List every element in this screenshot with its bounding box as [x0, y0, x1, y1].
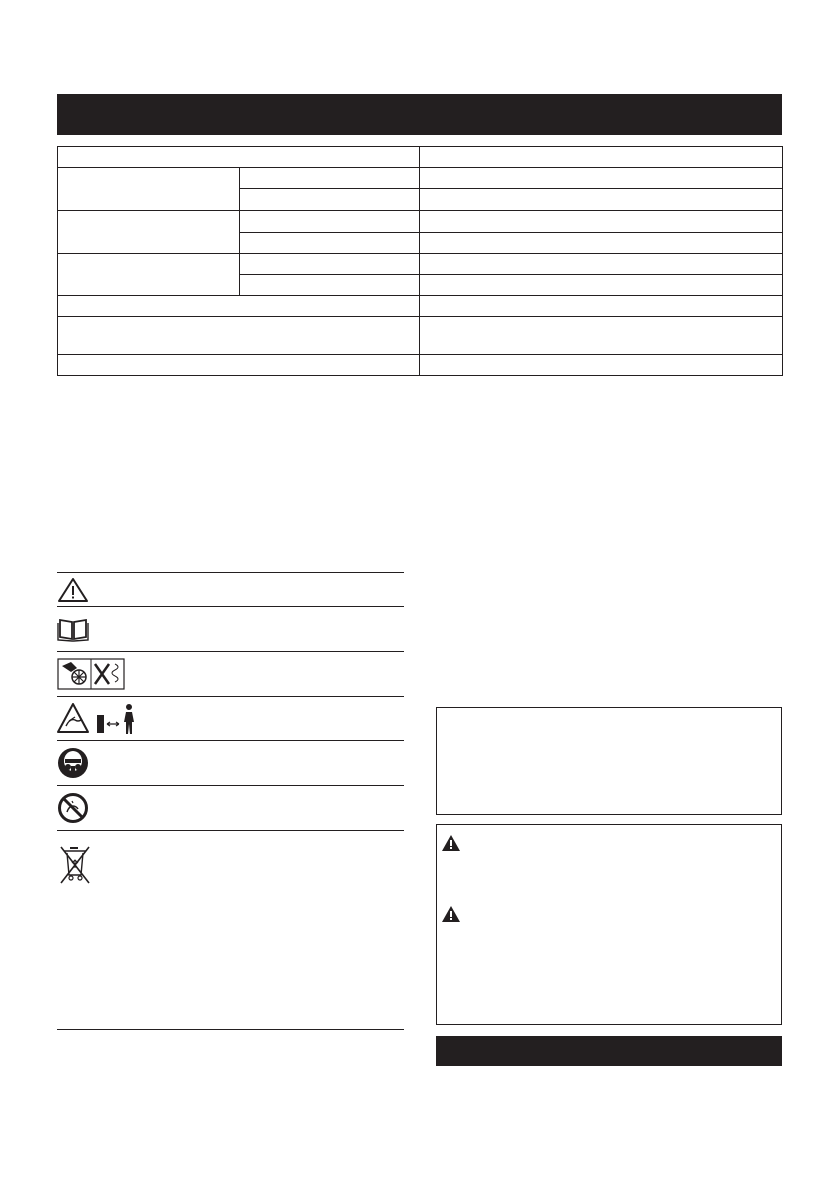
- symbol-row: [57, 740, 404, 785]
- symbol-row: [57, 785, 404, 830]
- keep-hands-away-icon: [57, 658, 125, 690]
- table-cell: [58, 147, 420, 168]
- table-cell: [58, 355, 420, 376]
- symbol-row: [57, 651, 404, 696]
- table-row: [58, 211, 783, 233]
- specifications-table: [57, 146, 783, 376]
- table-cell: [58, 296, 420, 317]
- table-cell: [240, 254, 420, 275]
- symbols-list: [57, 572, 404, 1030]
- no-wet-use-icon: [57, 792, 89, 824]
- table-cell: [240, 211, 420, 233]
- symbol-row: [57, 696, 404, 740]
- section-header-bar: [436, 1036, 782, 1066]
- warning-triangle-icon: [441, 834, 461, 852]
- section-title-bar: [57, 94, 782, 135]
- table-cell: [58, 168, 240, 211]
- table-cell: [420, 355, 783, 376]
- table-row: [58, 317, 783, 355]
- table-row: [58, 168, 783, 189]
- table-cell: [420, 317, 783, 355]
- symbol-row: [57, 606, 404, 651]
- table-cell: [420, 254, 783, 275]
- read-manual-icon: [57, 616, 89, 642]
- table-cell: [420, 211, 783, 233]
- table-cell: [240, 168, 420, 189]
- table-row: [58, 296, 783, 317]
- table-cell: [240, 275, 420, 296]
- table-cell: [58, 317, 420, 355]
- table-cell: [240, 189, 420, 211]
- warning-box: [436, 824, 782, 1025]
- table-cell: [420, 147, 783, 168]
- notice-box: [436, 707, 782, 815]
- table-cell: [420, 233, 783, 254]
- table-cell: [420, 296, 783, 317]
- table-row: [58, 355, 783, 376]
- table-cell: [58, 211, 240, 254]
- warning-triangle-icon: [57, 577, 89, 603]
- warning-triangle-icon: [441, 905, 461, 923]
- table-row: [58, 254, 783, 275]
- wear-respirator-icon: [57, 747, 89, 779]
- symbol-row: [57, 830, 404, 1030]
- wee-bin-icon: [58, 843, 94, 885]
- table-cell: [420, 275, 783, 296]
- table-cell: [240, 233, 420, 254]
- keep-bystanders-away-icon: [57, 702, 147, 736]
- symbol-row: [57, 572, 404, 606]
- table-cell: [420, 168, 783, 189]
- table-cell: [58, 254, 240, 296]
- table-cell: [420, 189, 783, 211]
- table-row: [58, 147, 783, 168]
